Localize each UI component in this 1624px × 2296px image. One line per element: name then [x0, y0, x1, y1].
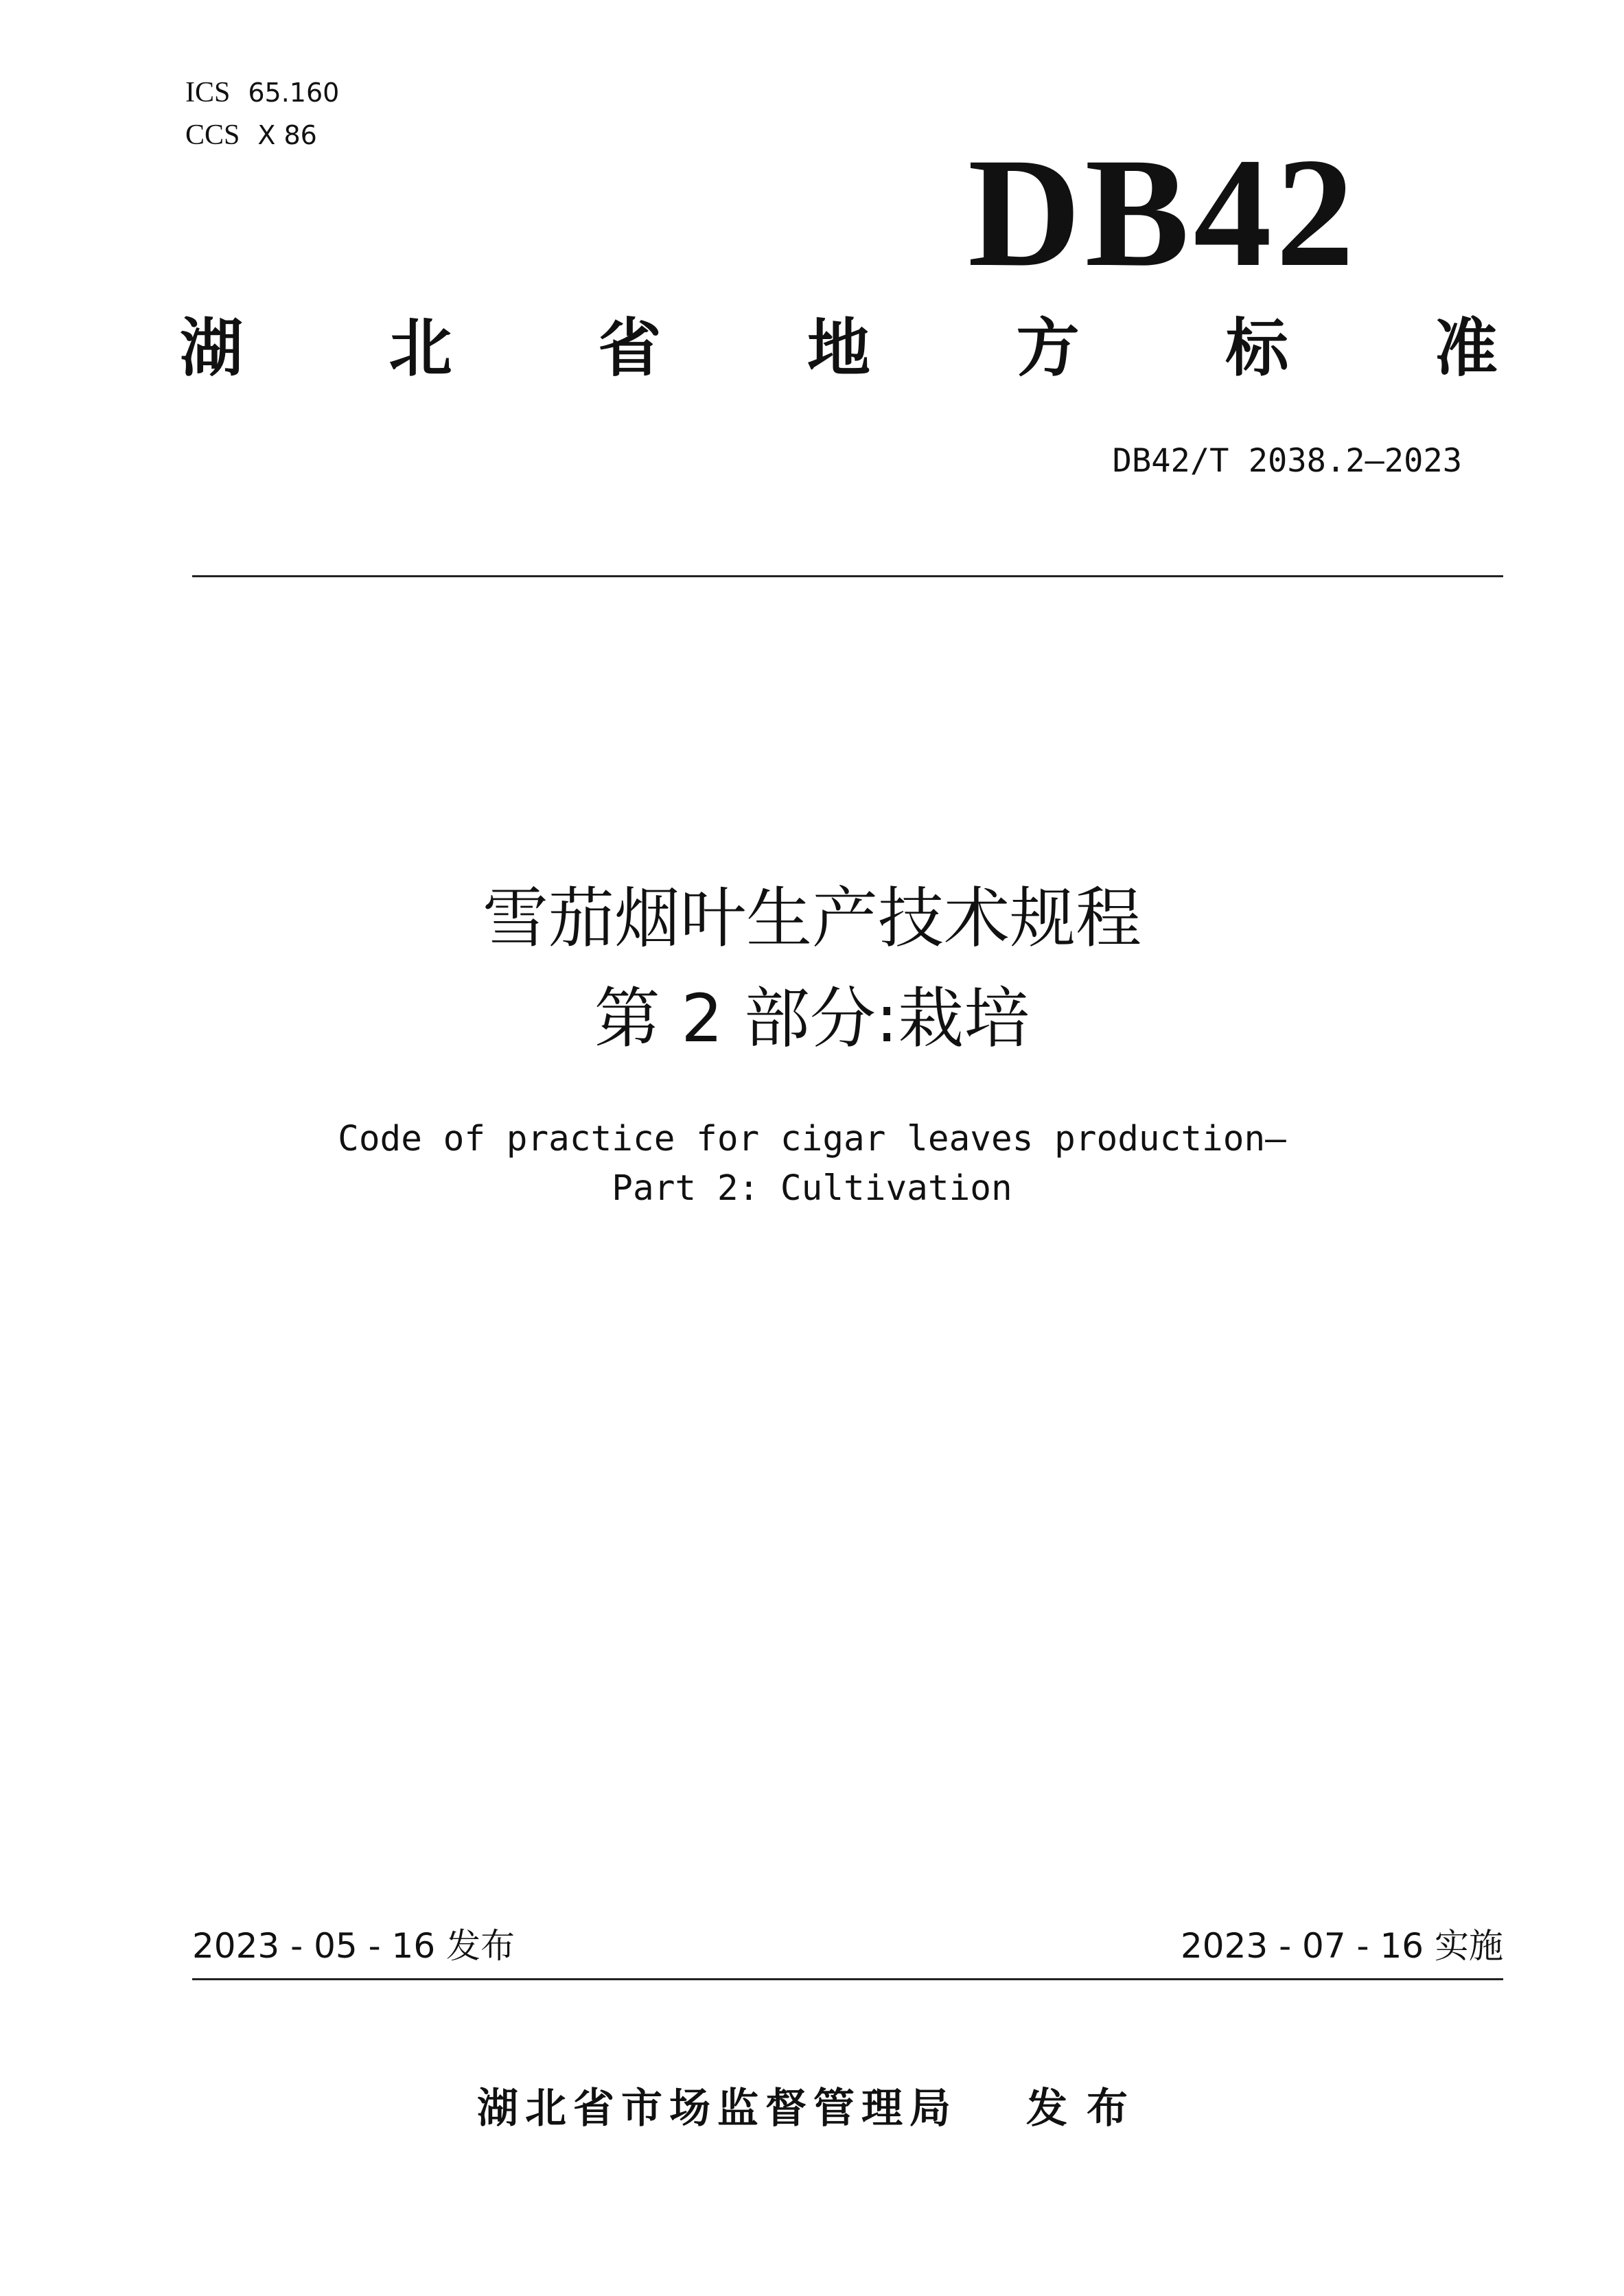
issue-date: 2023 - 05 - 16 发布 [192, 1926, 515, 1966]
title-english-main: Code of practice for cigar leaves production— [338, 1119, 1286, 1159]
ccs-label: CCS [185, 119, 240, 151]
publisher-name: 湖北省市场监督管理局 [477, 2085, 958, 2133]
header-char: 方 [1016, 312, 1080, 385]
standard-number: DB42/T 2038.2—2023 [1112, 442, 1462, 480]
implementation-date: 2023 - 07 - 16 实施 [1180, 1926, 1503, 1966]
header-divider [192, 575, 1503, 577]
standard-logo: DB42 [968, 126, 1358, 299]
ics-code: 65.160 [248, 78, 340, 108]
province-standard-header [180, 312, 1498, 385]
header-char: 省 [598, 312, 662, 385]
header-char: 准 [1434, 312, 1498, 385]
ics-classification [185, 78, 339, 107]
ics-label: ICS [185, 77, 231, 108]
ccs-code: X 86 [257, 120, 317, 150]
header-char: 北 [388, 312, 452, 385]
header-char: 湖 [180, 312, 244, 385]
title-chinese-main: 雪茄烟叶生产技术规程 [483, 880, 1141, 957]
title-chinese-part: 第 2 部分:栽培 [594, 980, 1030, 1057]
header-char: 标 [1225, 312, 1289, 385]
title-english-part: Part 2: Cultivation [612, 1168, 1012, 1209]
ccs-classification [185, 121, 317, 150]
header-char: 地 [807, 312, 870, 385]
publisher-line [0, 2085, 1624, 2133]
footer-divider [192, 1978, 1503, 1980]
publisher-action: 发布 [1026, 2085, 1147, 2133]
